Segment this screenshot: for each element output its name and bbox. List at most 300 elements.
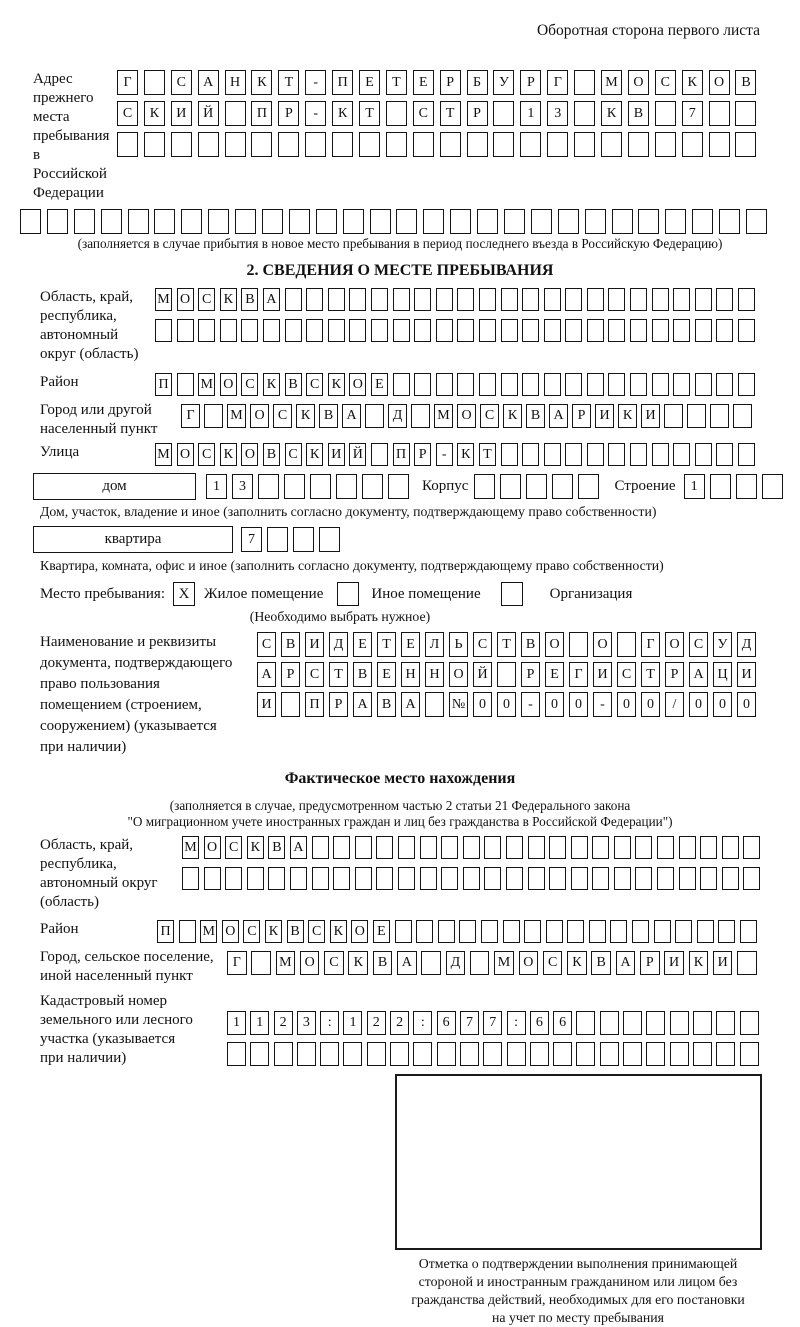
char-cell[interactable]: [251, 132, 272, 157]
char-cell[interactable]: Д: [329, 632, 348, 657]
char-cell[interactable]: [306, 288, 323, 311]
char-cell[interactable]: С: [117, 101, 138, 126]
char-cell[interactable]: [654, 920, 671, 943]
char-cell[interactable]: [520, 132, 541, 157]
char-cell[interactable]: [503, 920, 520, 943]
char-cell[interactable]: :: [413, 1011, 432, 1035]
char-cell[interactable]: [258, 474, 279, 499]
char-cell[interactable]: Е: [377, 662, 396, 687]
char-cell[interactable]: Г: [227, 951, 247, 975]
char-cell[interactable]: [343, 209, 364, 234]
char-cell[interactable]: [695, 373, 712, 396]
char-cell[interactable]: [297, 1042, 316, 1066]
char-cell[interactable]: О: [709, 70, 730, 95]
char-cell[interactable]: [436, 373, 453, 396]
char-cell[interactable]: В: [521, 632, 540, 657]
char-cell[interactable]: [501, 319, 518, 342]
char-cell[interactable]: [177, 319, 194, 342]
char-cell[interactable]: О: [250, 404, 269, 428]
char-cell[interactable]: И: [171, 101, 192, 126]
char-cell[interactable]: [281, 692, 300, 717]
char-cell[interactable]: А: [257, 662, 276, 687]
char-cell[interactable]: К: [682, 70, 703, 95]
char-cell[interactable]: [177, 373, 194, 396]
char-cell[interactable]: Г: [547, 70, 568, 95]
char-cell[interactable]: [423, 209, 444, 234]
char-cell[interactable]: К: [503, 404, 522, 428]
char-cell[interactable]: К: [689, 951, 709, 975]
char-cell[interactable]: [630, 443, 647, 466]
char-cell[interactable]: [558, 209, 579, 234]
char-cell[interactable]: М: [198, 373, 215, 396]
char-cell[interactable]: А: [342, 404, 361, 428]
char-cell[interactable]: [250, 1042, 269, 1066]
char-cell[interactable]: /: [665, 692, 684, 717]
char-cell[interactable]: [198, 132, 219, 157]
char-cell[interactable]: [390, 1042, 409, 1066]
char-cell[interactable]: И: [328, 443, 345, 466]
char-cell[interactable]: Й: [198, 101, 219, 126]
dom-field-box[interactable]: дом: [33, 473, 196, 500]
char-cell[interactable]: О: [457, 404, 476, 428]
char-cell[interactable]: К: [220, 443, 237, 466]
char-cell[interactable]: [608, 373, 625, 396]
char-cell[interactable]: [501, 443, 518, 466]
char-cell[interactable]: [493, 132, 514, 157]
char-cell[interactable]: [293, 527, 314, 552]
char-cell[interactable]: Р: [281, 662, 300, 687]
char-cell[interactable]: У: [713, 632, 732, 657]
char-cell[interactable]: С: [241, 373, 258, 396]
char-cell[interactable]: [227, 1042, 246, 1066]
char-cell[interactable]: [740, 1042, 759, 1066]
char-cell[interactable]: [376, 836, 393, 859]
char-cell[interactable]: [522, 288, 539, 311]
char-cell[interactable]: [638, 209, 659, 234]
char-cell[interactable]: [735, 101, 756, 126]
char-cell[interactable]: И: [593, 662, 612, 687]
char-cell[interactable]: [574, 132, 595, 157]
char-cell[interactable]: [225, 867, 242, 890]
char-cell[interactable]: [738, 288, 755, 311]
char-cell[interactable]: Д: [388, 404, 407, 428]
char-cell[interactable]: -: [305, 101, 326, 126]
char-cell[interactable]: [552, 474, 573, 499]
char-cell[interactable]: [574, 70, 595, 95]
char-cell[interactable]: [316, 209, 337, 234]
char-cell[interactable]: А: [263, 288, 280, 311]
char-cell[interactable]: О: [665, 632, 684, 657]
char-cell[interactable]: В: [287, 920, 304, 943]
char-cell[interactable]: Т: [641, 662, 660, 687]
char-cell[interactable]: В: [319, 404, 338, 428]
char-cell[interactable]: И: [737, 662, 756, 687]
char-cell[interactable]: [441, 867, 458, 890]
char-cell[interactable]: [460, 1042, 479, 1066]
char-cell[interactable]: [370, 209, 391, 234]
char-cell[interactable]: [241, 319, 258, 342]
char-cell[interactable]: В: [373, 951, 393, 975]
char-cell[interactable]: В: [353, 662, 372, 687]
char-cell[interactable]: И: [641, 404, 660, 428]
char-cell[interactable]: 1: [250, 1011, 269, 1035]
char-cell[interactable]: [709, 101, 730, 126]
char-cell[interactable]: [388, 474, 409, 499]
char-cell[interactable]: 2: [367, 1011, 386, 1035]
stay-option-residential-checkbox[interactable]: X: [173, 582, 195, 606]
char-cell[interactable]: С: [655, 70, 676, 95]
char-cell[interactable]: [355, 836, 372, 859]
char-cell[interactable]: [735, 132, 756, 157]
char-cell[interactable]: 0: [545, 692, 564, 717]
char-cell[interactable]: О: [220, 373, 237, 396]
char-cell[interactable]: [716, 1042, 735, 1066]
char-cell[interactable]: [646, 1042, 665, 1066]
char-cell[interactable]: К: [306, 443, 323, 466]
char-cell[interactable]: О: [222, 920, 239, 943]
char-cell[interactable]: [144, 70, 165, 95]
char-cell[interactable]: [587, 443, 604, 466]
char-cell[interactable]: -: [436, 443, 453, 466]
char-cell[interactable]: [657, 867, 674, 890]
char-cell[interactable]: [235, 209, 256, 234]
char-cell[interactable]: [198, 319, 215, 342]
char-cell[interactable]: [722, 836, 739, 859]
char-cell[interactable]: С: [617, 662, 636, 687]
char-cell[interactable]: К: [601, 101, 622, 126]
char-cell[interactable]: [386, 101, 407, 126]
char-cell[interactable]: [635, 836, 652, 859]
char-cell[interactable]: [290, 867, 307, 890]
char-cell[interactable]: 7: [682, 101, 703, 126]
char-cell[interactable]: В: [377, 692, 396, 717]
char-cell[interactable]: [738, 319, 755, 342]
char-cell[interactable]: [474, 474, 495, 499]
char-cell[interactable]: Е: [413, 70, 434, 95]
char-cell[interactable]: [738, 373, 755, 396]
char-cell[interactable]: [457, 288, 474, 311]
char-cell[interactable]: 7: [460, 1011, 479, 1035]
char-cell[interactable]: [305, 132, 326, 157]
char-cell[interactable]: [371, 319, 388, 342]
char-cell[interactable]: Й: [349, 443, 366, 466]
char-cell[interactable]: [743, 867, 760, 890]
char-cell[interactable]: [386, 132, 407, 157]
char-cell[interactable]: Р: [440, 70, 461, 95]
char-cell[interactable]: [411, 404, 430, 428]
char-cell[interactable]: [416, 920, 433, 943]
char-cell[interactable]: 7: [483, 1011, 502, 1035]
char-cell[interactable]: [610, 920, 627, 943]
char-cell[interactable]: [506, 867, 523, 890]
char-cell[interactable]: [74, 209, 95, 234]
char-cell[interactable]: А: [397, 951, 417, 975]
char-cell[interactable]: [459, 920, 476, 943]
char-cell[interactable]: К: [457, 443, 474, 466]
char-cell[interactable]: Р: [665, 662, 684, 687]
char-cell[interactable]: С: [225, 836, 242, 859]
char-cell[interactable]: [718, 920, 735, 943]
char-cell[interactable]: [284, 474, 305, 499]
char-cell[interactable]: [736, 474, 757, 499]
char-cell[interactable]: [128, 209, 149, 234]
char-cell[interactable]: [336, 474, 357, 499]
char-cell[interactable]: А: [198, 70, 219, 95]
char-cell[interactable]: [693, 1011, 712, 1035]
char-cell[interactable]: [600, 1011, 619, 1035]
char-cell[interactable]: [117, 132, 138, 157]
char-cell[interactable]: [608, 443, 625, 466]
char-cell[interactable]: [628, 132, 649, 157]
char-cell[interactable]: [101, 209, 122, 234]
char-cell[interactable]: 2: [274, 1011, 293, 1035]
char-cell[interactable]: [220, 319, 237, 342]
char-cell[interactable]: [155, 319, 172, 342]
char-cell[interactable]: [709, 132, 730, 157]
char-cell[interactable]: :: [320, 1011, 339, 1035]
char-cell[interactable]: [484, 836, 501, 859]
char-cell[interactable]: [395, 920, 412, 943]
char-cell[interactable]: [477, 209, 498, 234]
char-cell[interactable]: [716, 373, 733, 396]
char-cell[interactable]: [574, 101, 595, 126]
char-cell[interactable]: С: [285, 443, 302, 466]
char-cell[interactable]: Т: [377, 632, 396, 657]
char-cell[interactable]: [576, 1042, 595, 1066]
char-cell[interactable]: Р: [640, 951, 660, 975]
char-cell[interactable]: Е: [353, 632, 372, 657]
char-cell[interactable]: [470, 951, 490, 975]
char-cell[interactable]: [589, 920, 606, 943]
char-cell[interactable]: О: [519, 951, 539, 975]
char-cell[interactable]: [420, 867, 437, 890]
char-cell[interactable]: [673, 443, 690, 466]
char-cell[interactable]: -: [521, 692, 540, 717]
char-cell[interactable]: [441, 836, 458, 859]
char-cell[interactable]: [567, 920, 584, 943]
char-cell[interactable]: [528, 867, 545, 890]
char-cell[interactable]: [320, 1042, 339, 1066]
char-cell[interactable]: [421, 951, 441, 975]
char-cell[interactable]: [546, 920, 563, 943]
char-cell[interactable]: 0: [497, 692, 516, 717]
stay-option-other-checkbox[interactable]: [337, 582, 359, 606]
char-cell[interactable]: [413, 132, 434, 157]
char-cell[interactable]: [600, 1042, 619, 1066]
char-cell[interactable]: [670, 1042, 689, 1066]
char-cell[interactable]: [652, 373, 669, 396]
char-cell[interactable]: [398, 867, 415, 890]
char-cell[interactable]: [592, 836, 609, 859]
char-cell[interactable]: [507, 1042, 526, 1066]
char-cell[interactable]: О: [449, 662, 468, 687]
char-cell[interactable]: [396, 209, 417, 234]
char-cell[interactable]: [544, 443, 561, 466]
char-cell[interactable]: [576, 1011, 595, 1035]
char-cell[interactable]: А: [290, 836, 307, 859]
char-cell[interactable]: [349, 319, 366, 342]
char-cell[interactable]: [601, 132, 622, 157]
char-cell[interactable]: [285, 319, 302, 342]
char-cell[interactable]: [528, 836, 545, 859]
char-cell[interactable]: [332, 132, 353, 157]
char-cell[interactable]: [225, 101, 246, 126]
char-cell[interactable]: [632, 920, 649, 943]
char-cell[interactable]: [585, 209, 606, 234]
char-cell[interactable]: [635, 867, 652, 890]
char-cell[interactable]: [450, 209, 471, 234]
char-cell[interactable]: О: [204, 836, 221, 859]
char-cell[interactable]: [652, 319, 669, 342]
char-cell[interactable]: О: [593, 632, 612, 657]
char-cell[interactable]: [673, 288, 690, 311]
char-cell[interactable]: И: [713, 951, 733, 975]
char-cell[interactable]: [587, 373, 604, 396]
char-cell[interactable]: [497, 662, 516, 687]
char-cell[interactable]: [479, 373, 496, 396]
char-cell[interactable]: [530, 1042, 549, 1066]
char-cell[interactable]: С: [198, 288, 215, 311]
char-cell[interactable]: Т: [440, 101, 461, 126]
char-cell[interactable]: [247, 867, 264, 890]
char-cell[interactable]: [716, 1011, 735, 1035]
char-cell[interactable]: [436, 319, 453, 342]
char-cell[interactable]: С: [480, 404, 499, 428]
char-cell[interactable]: [413, 1042, 432, 1066]
char-cell[interactable]: [504, 209, 525, 234]
char-cell[interactable]: [655, 132, 676, 157]
char-cell[interactable]: И: [257, 692, 276, 717]
char-cell[interactable]: [673, 373, 690, 396]
char-cell[interactable]: [333, 836, 350, 859]
char-cell[interactable]: [182, 867, 199, 890]
char-cell[interactable]: 0: [617, 692, 636, 717]
char-cell[interactable]: 1: [343, 1011, 362, 1035]
char-cell[interactable]: [762, 474, 783, 499]
char-cell[interactable]: [438, 920, 455, 943]
char-cell[interactable]: [355, 867, 372, 890]
char-cell[interactable]: [531, 209, 552, 234]
char-cell[interactable]: 6: [553, 1011, 572, 1035]
char-cell[interactable]: 0: [641, 692, 660, 717]
char-cell[interactable]: О: [545, 632, 564, 657]
char-cell[interactable]: 1: [206, 474, 227, 499]
char-cell[interactable]: [414, 288, 431, 311]
char-cell[interactable]: [716, 319, 733, 342]
char-cell[interactable]: К: [330, 920, 347, 943]
char-cell[interactable]: В: [281, 632, 300, 657]
char-cell[interactable]: [670, 1011, 689, 1035]
char-cell[interactable]: 0: [569, 692, 588, 717]
char-cell[interactable]: [571, 867, 588, 890]
char-cell[interactable]: И: [595, 404, 614, 428]
char-cell[interactable]: [608, 319, 625, 342]
char-cell[interactable]: [225, 132, 246, 157]
char-cell[interactable]: [565, 373, 582, 396]
char-cell[interactable]: [463, 867, 480, 890]
char-cell[interactable]: К: [567, 951, 587, 975]
char-cell[interactable]: Б: [467, 70, 488, 95]
char-cell[interactable]: [738, 443, 755, 466]
char-cell[interactable]: Р: [329, 692, 348, 717]
char-cell[interactable]: Р: [467, 101, 488, 126]
char-cell[interactable]: [479, 319, 496, 342]
char-cell[interactable]: [716, 288, 733, 311]
char-cell[interactable]: [592, 867, 609, 890]
char-cell[interactable]: О: [177, 443, 194, 466]
char-cell[interactable]: [710, 474, 731, 499]
char-cell[interactable]: [565, 319, 582, 342]
char-cell[interactable]: [501, 373, 518, 396]
char-cell[interactable]: [467, 132, 488, 157]
char-cell[interactable]: В: [628, 101, 649, 126]
char-cell[interactable]: [376, 867, 393, 890]
char-cell[interactable]: С: [243, 920, 260, 943]
char-cell[interactable]: [154, 209, 175, 234]
char-cell[interactable]: К: [296, 404, 315, 428]
char-cell[interactable]: [20, 209, 41, 234]
char-cell[interactable]: [306, 319, 323, 342]
char-cell[interactable]: [697, 920, 714, 943]
char-cell[interactable]: [524, 920, 541, 943]
char-cell[interactable]: [267, 527, 288, 552]
char-cell[interactable]: [263, 319, 280, 342]
char-cell[interactable]: [692, 209, 713, 234]
char-cell[interactable]: Г: [117, 70, 138, 95]
char-cell[interactable]: [652, 288, 669, 311]
char-cell[interactable]: [414, 373, 431, 396]
char-cell[interactable]: Л: [425, 632, 444, 657]
char-cell[interactable]: 0: [713, 692, 732, 717]
char-cell[interactable]: [319, 527, 340, 552]
char-cell[interactable]: [565, 443, 582, 466]
char-cell[interactable]: И: [305, 632, 324, 657]
char-cell[interactable]: [716, 443, 733, 466]
char-cell[interactable]: У: [493, 70, 514, 95]
char-cell[interactable]: К: [220, 288, 237, 311]
char-cell[interactable]: [565, 288, 582, 311]
char-cell[interactable]: [687, 404, 706, 428]
char-cell[interactable]: [608, 288, 625, 311]
char-cell[interactable]: В: [268, 836, 285, 859]
char-cell[interactable]: 3: [297, 1011, 316, 1035]
char-cell[interactable]: 1: [520, 101, 541, 126]
char-cell[interactable]: [333, 867, 350, 890]
char-cell[interactable]: [544, 319, 561, 342]
char-cell[interactable]: Т: [497, 632, 516, 657]
char-cell[interactable]: Н: [401, 662, 420, 687]
char-cell[interactable]: А: [401, 692, 420, 717]
char-cell[interactable]: [740, 1011, 759, 1035]
char-cell[interactable]: [578, 474, 599, 499]
char-cell[interactable]: И: [664, 951, 684, 975]
char-cell[interactable]: [630, 288, 647, 311]
char-cell[interactable]: [522, 443, 539, 466]
char-cell[interactable]: М: [182, 836, 199, 859]
char-cell[interactable]: [479, 288, 496, 311]
char-cell[interactable]: [179, 920, 196, 943]
char-cell[interactable]: С: [689, 632, 708, 657]
char-cell[interactable]: [553, 1042, 572, 1066]
char-cell[interactable]: [675, 920, 692, 943]
char-cell[interactable]: [664, 404, 683, 428]
char-cell[interactable]: [630, 373, 647, 396]
char-cell[interactable]: [695, 319, 712, 342]
char-cell[interactable]: Р: [520, 70, 541, 95]
char-cell[interactable]: Е: [359, 70, 380, 95]
char-cell[interactable]: Ь: [449, 632, 468, 657]
char-cell[interactable]: О: [349, 373, 366, 396]
